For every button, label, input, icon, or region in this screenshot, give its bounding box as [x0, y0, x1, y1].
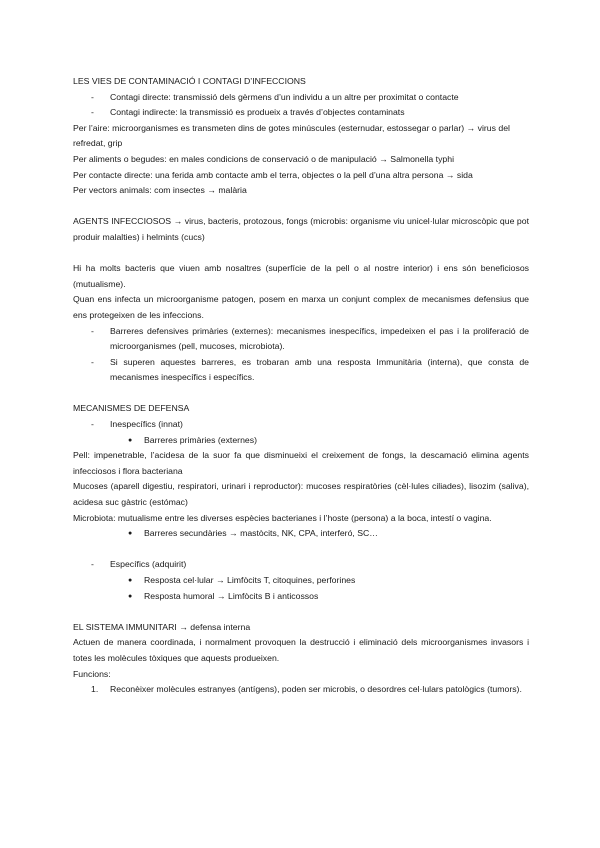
bullet-item-text: Barreres secundàries → mastòcits, NK, CPA, interferó, SC… — [144, 528, 378, 539]
list-item — [73, 355, 529, 386]
list-item — [73, 90, 529, 106]
bullet-item — [73, 526, 529, 542]
list-item — [73, 105, 529, 121]
paragraph-agents-infecciosos: AGENTS INFECCIOSOS → virus, bacteris, protozous, fongs (microbis: organisme viu unicel·lular microscòpic que pot produir malalties) i helmints (cucs) — [73, 216, 529, 242]
list-item — [73, 324, 529, 355]
dash-marker: - — [91, 91, 94, 102]
list-item — [73, 417, 529, 433]
bullet-marker: ● — [128, 436, 133, 444]
paragraph-per-aire: Per l’aire: microorganismes es transmeten dins de gotes minúscules (esternudar, estossegar o parlar) → virus del refredat, grip — [73, 122, 510, 149]
paragraph-per-aliments: Per aliments o begudes: en males condicions de conservació o de manipulació → Salmonella typhi — [73, 153, 455, 164]
paragraph-bacteris: Hi ha molts bacteris que viuen amb nosaltres (superfície de la pell o al nostre interior) i ens són beneficiosos (mutualisme). — [73, 263, 529, 289]
dash-marker: - — [91, 325, 94, 336]
list-item-text: Específics (adquirit) — [110, 559, 187, 570]
list-item-text: Contagi indirecte: la transmissió es produeix a través d’objectes contaminats — [110, 107, 405, 118]
section-heading-vies-contaminacio: LES VIES DE CONTAMINACIÓ I CONTAGI D’INFECCIONS — [73, 76, 306, 86]
paragraph-microbiota: Microbiota: mutualisme entre les diverses espècies bacterianes i l’hoste (persona) a la boca, intestí o vagina. — [73, 512, 492, 523]
list-item-text: Contagi directe: transmissió dels gèrmens d’un individu a un altre per proximitat o contacte — [110, 91, 459, 102]
bullet-marker: ● — [128, 577, 133, 584]
bullet-marker: ● — [128, 530, 133, 538]
section-heading-sistema-immunitari: EL SISTEMA IMMUNITARI → defensa interna — [73, 621, 251, 632]
section-heading-mecanismes: MECANISMES DE DEFENSA — [73, 403, 190, 414]
paragraph-mucoses: Mucoses (aparell digestiu, respiratori, urinari i reproductor): mucoses respiratòries (cèl·lules ciliades), lisozim (saliva), acidesa suc gàstric (estómac) — [73, 481, 529, 508]
number-marker: 1. — [91, 684, 99, 695]
bullet-item-text: Barreres primàries (externes) — [144, 434, 257, 445]
paragraph-funcions: Funcions: — [73, 668, 111, 679]
bullet-item — [73, 589, 529, 605]
dash-marker: - — [91, 559, 94, 570]
paragraph-per-vectors: Per vectors animals: com insectes → malària — [73, 185, 247, 196]
paragraph-microorganisme-patogen: Quan ens infecta un microorganisme patogen, posem en marxa un conjunt complex de mecanismes defensius que ens protegeixen de les infeccions. — [73, 294, 529, 320]
bullet-marker: ● — [128, 592, 133, 600]
numbered-item — [73, 682, 529, 698]
document-page — [73, 74, 529, 698]
bullet-item-text: Resposta humoral → Limfòcits B i anticossos — [144, 590, 319, 601]
bullet-item — [73, 433, 529, 449]
bullet-item — [73, 573, 529, 589]
paragraph-actuen: Actuen de manera coordinada, i normalment provoquen la destrucció i eliminació dels microorganismes invasors i totes les molècules tòxiques que aquests produeixen. — [73, 637, 529, 663]
bullet-item-text: Resposta cel·lular → Limfòcits T, citoquines, perforines — [144, 575, 356, 585]
list-item-text: Si superen aquestes barreres, es trobaran amb una resposta Immunitària (interna), que consta de mecanismes inespecífics i específics. — [110, 356, 529, 383]
dash-marker: - — [91, 419, 94, 430]
paragraph-pell: Pell: impenetrable, l’acidesa de la suor fa que disminueixi el creixement de fongs, la descamació elimina agents infecciosos i flora bacteriana — [73, 450, 529, 476]
numbered-item-text: Reconèixer molècules estranyes (antígens), poden ser microbis, o desordres cel·lulars patològics (tumors). — [110, 684, 522, 695]
list-item-text: Barreres defensives primàries (externes): mecanismes inespecífics, impedeixen el pas i la proliferació de microorganismes (pell, mucoses, microbiota). — [110, 325, 529, 352]
paragraph-per-contacte: Per contacte directe: una ferida amb contacte amb el terra, objectes o la pell d’una altra persona → sida — [73, 169, 473, 180]
dash-marker: - — [91, 107, 94, 118]
list-item — [73, 557, 529, 573]
dash-marker: - — [91, 356, 94, 367]
list-item-text: Inespecífics (innat) — [110, 419, 183, 430]
